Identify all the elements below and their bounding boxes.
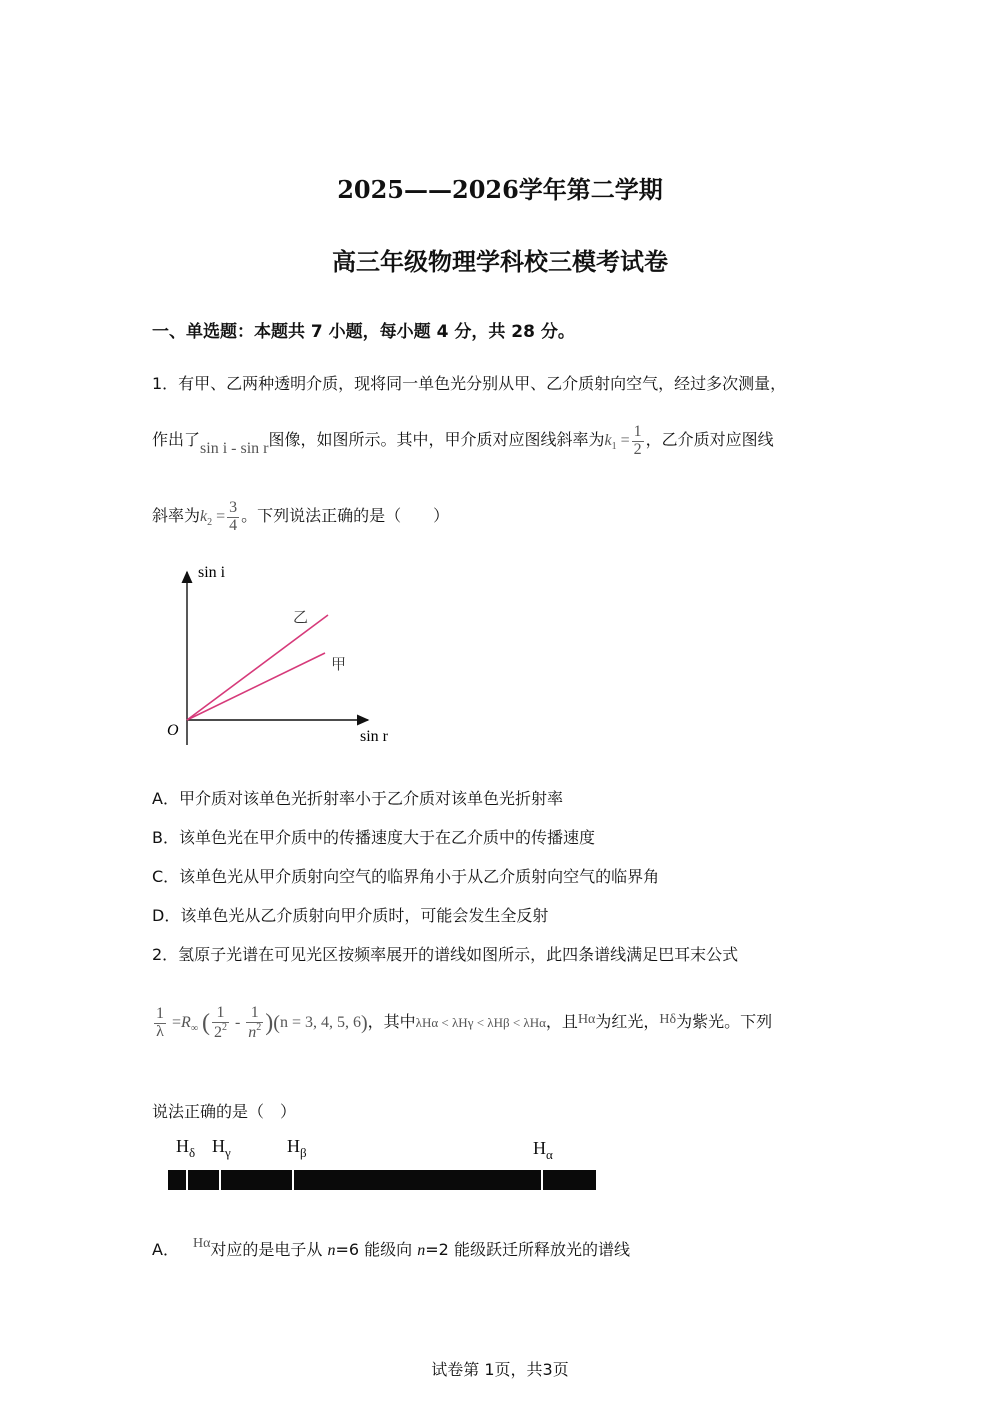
spectral-line-h-alpha [541, 1170, 543, 1190]
q1-option-d: D．该单色光从乙介质射向甲介质时，可能会发生全反射 [152, 906, 549, 925]
section-heading: 一、单选题：本题共 7 小题，每小题 4 分，共 28 分。 [152, 322, 575, 342]
line-yi [187, 615, 328, 720]
k1-formula: $k_1$ = $\frac{1}{2}$ [604, 423, 642, 458]
q1-line2: 作出了sin i - sin r图像，如图所示。其中，甲介质对应图线斜率为$k_1$ = $\frac{1}{2}$ ，乙介质对应图线 [152, 423, 774, 458]
q1-option-c: C．该单色光从甲介质射向空气的临界角小于从乙介质射向空气的临界角 [152, 867, 660, 886]
page-footer: 试卷第 1页，共3页 [431, 1360, 569, 1379]
y-axis-label: sin i [198, 564, 226, 581]
h-alpha-symbol: Hα [577, 1011, 596, 1027]
q2-line3: 说法正确的是（ ） [152, 1102, 297, 1121]
spectrum-label-h-delta: $H_\delta$ [176, 1136, 196, 1160]
line-jia [187, 653, 325, 720]
spectral-line-h-beta [292, 1170, 294, 1190]
q2-line1: 2．氢原子光谱在可见光区按频率展开的谱线如图所示，此四条谱线满足巴耳末公式 [152, 945, 739, 964]
h-delta-symbol: Hδ [659, 1011, 677, 1027]
line-yi-label: 乙 [293, 608, 309, 626]
spectrum-label-h-gamma: $H_\gamma$ [212, 1136, 231, 1160]
q1-option-b: B．该单色光在甲介质中的传播速度大于在乙介质中的传播速度 [152, 828, 595, 847]
spectral-line-h-gamma [219, 1170, 221, 1190]
lambda-order: λHα < λHγ < λHβ < λHα [415, 1014, 546, 1030]
spectral-line-h-delta [186, 1170, 188, 1190]
spectrum-label-h-beta: $H_\beta$ [287, 1136, 307, 1160]
formula-sin-i-sin-r: sin i - sin r [200, 439, 269, 457]
spectrum-label-h-alpha: $H_\alpha$ [533, 1138, 553, 1162]
q1-line1: 1．有甲、乙两种透明介质，现将同一单色光分别从甲、乙介质射向空气，经过多次测量， [152, 374, 787, 393]
origin-label: O [167, 722, 179, 739]
k2-formula: $k_2$ = $\frac{3}{4}$ [200, 499, 238, 534]
exam-title: 高三年级物理学科校三模考试卷 [332, 248, 668, 276]
spectrum-bar [168, 1168, 598, 1192]
x-axis-label: sin r [360, 728, 388, 745]
sin-graph [160, 560, 420, 755]
line-jia-label: 甲 [331, 655, 347, 673]
q2-option-a: A． Hα对应的是电子从 n=6 能级向 n=2 能级跃迁所释放光的谱线 [152, 1236, 630, 1259]
exam-title-year: 2025——2026学年第二学期 [337, 175, 663, 204]
q1-line3: 斜率为$k_2$ = $\frac{3}{4}$ 。下列说法正确的是（ ） [152, 499, 450, 534]
balmer-formula: $\frac{1}{\lambda}$ $=R_\infty$ ( $\frac{1}{2^2}$ - $\frac{1}{n^2}$ )(n = 3, 4, 5, 6) [156, 1004, 368, 1041]
q1-option-a: A．甲介质对该单色光折射率小于乙介质对该单色光折射率 [152, 789, 563, 808]
q2-line2: $\frac{1}{\lambda}$ $=R_\infty$ ( $\frac{1}{2^2}$ - $\frac{1}{n^2}$ )(n = 3, 4, 5, 6)，其中λHα < λHγ < λHβ < λHα，且Hα为红光，Hδ为紫光。下列 [152, 1005, 772, 1042]
